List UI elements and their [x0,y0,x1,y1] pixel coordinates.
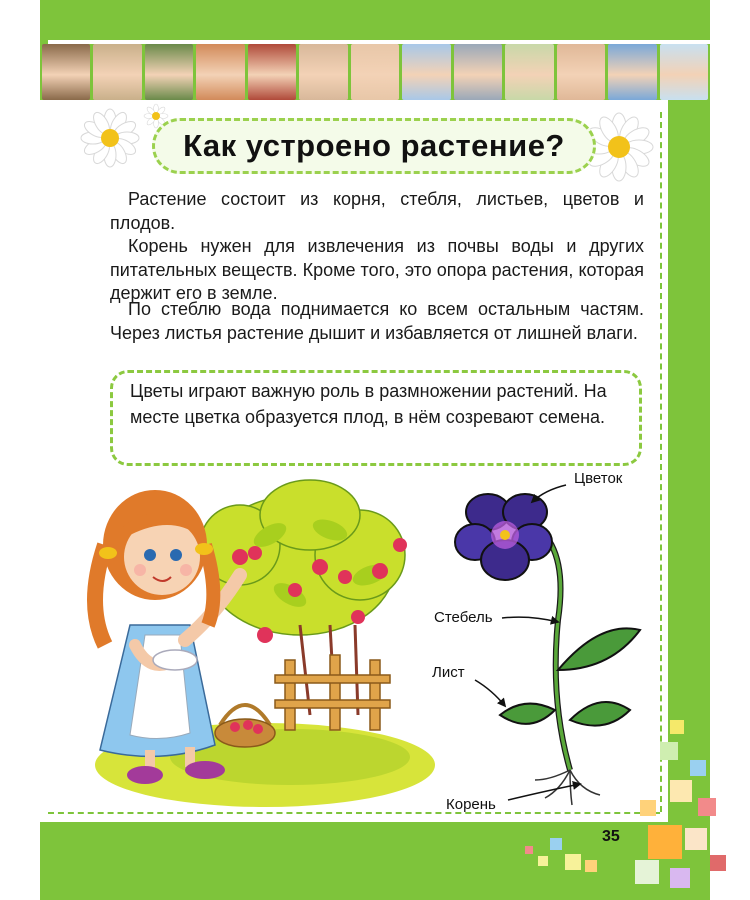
paragraph-1-text: Растение состоит из корня, стебля, листьев, цветов и плодов. [110,189,644,233]
arrow-to-leaf [475,680,505,706]
confetti-decoration [520,710,750,900]
page-number: 35 [602,828,620,845]
page-title: Как устроено растение? [183,128,565,163]
arrow-to-flower [532,485,566,502]
note-text: Цветы играют важную роль в размножении растений. На месте цветка образуется плод, в нём созревают семена. [130,381,607,427]
label-stem: Стебель [434,609,493,626]
label-root: Корень [446,796,496,813]
label-leaf: Лист [432,664,465,681]
paragraph-2-text: Корень нужен для извлечения из почвы воды и других питательных веществ. Кроме того, это опора растения, которая держит его в земле. [110,236,644,303]
arrow-to-stem [502,617,558,622]
label-flower: Цветок [574,470,623,487]
paragraph-3-text: По стеблю вода поднимается ко всем остальным частям. Через листья растение дышит и избавляется от лишней влаги. [110,299,644,343]
